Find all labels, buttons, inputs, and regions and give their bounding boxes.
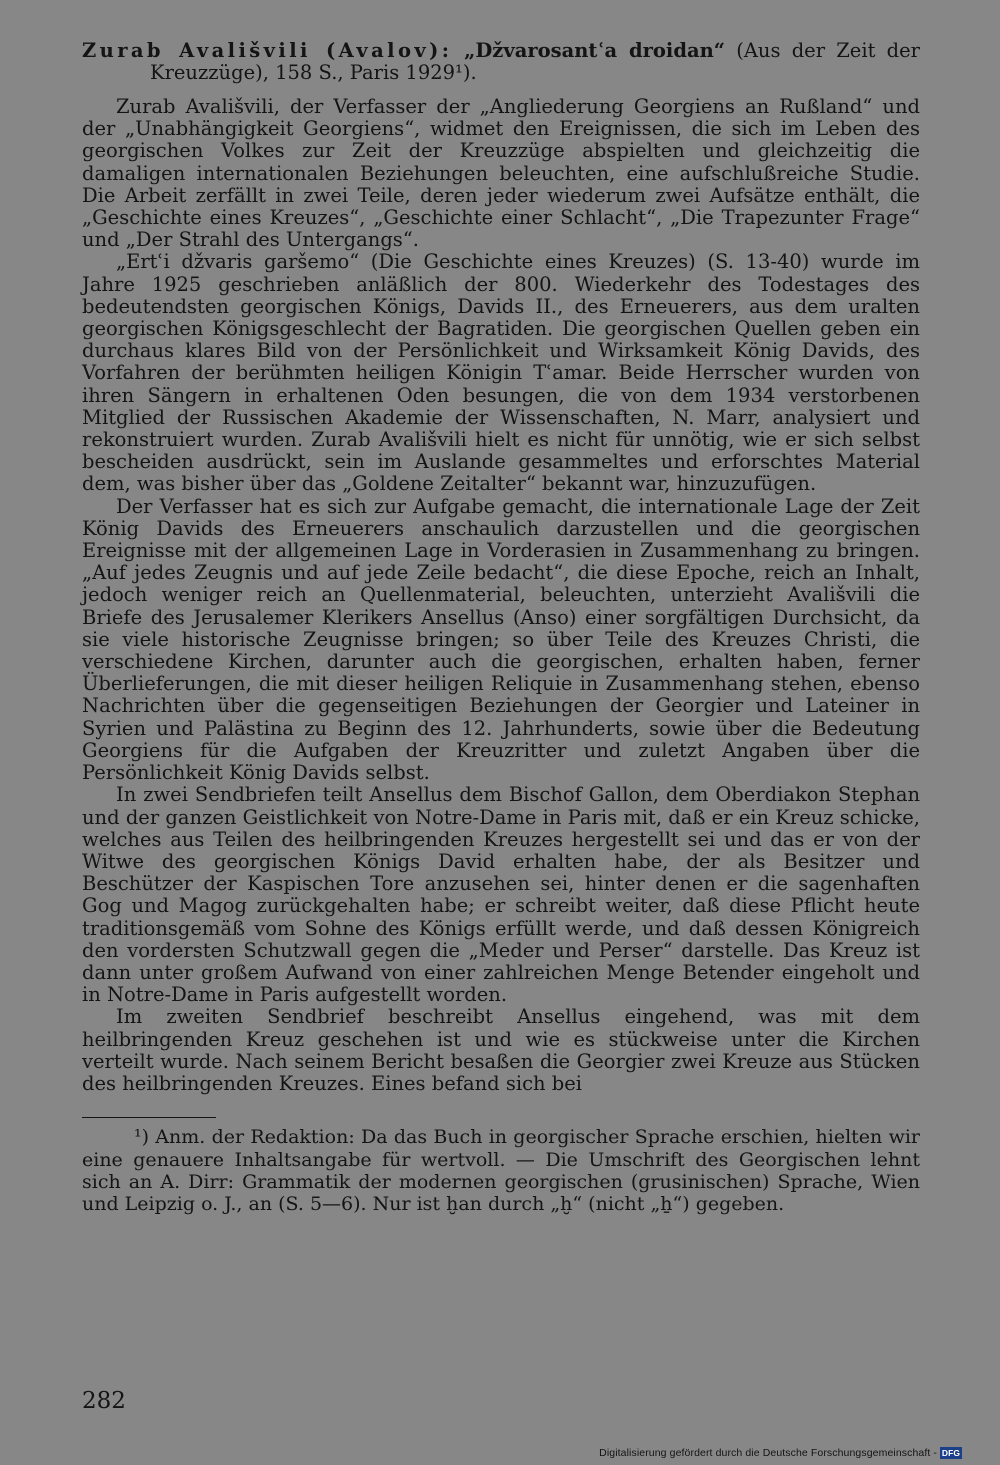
svg-text:DFG: DFG (941, 1448, 961, 1459)
review-heading (82, 40, 920, 84)
paragraph: „Ertʿi džvaris garšemo“ (Die Geschichte eines Kreuzes) (S. 13-40) wurde im Jahre 1925 geschrieben anläßlich der 800. Wiederkehr des Todestages des bedeutendsten georgischen Königs, Davids II., des Erneuerers, aus dem uralten georgischen Königsgeschlecht der Bagratiden. Die georgischen Quellen geben ein durchaus klares Bild von der Persönlichkeit und Wirksamkeit König Davids, des Vorfahren der berühmten heiligen Königin Tʿamar. Beide Herrscher wurden von ihren Sängern in erhaltenen Oden besungen, die von dem 1934 verstorbenen Mitglied der Russischen Akademie der Wissenschaften, N. Marr, analysiert und rekonstruiert wurden. Zurab Avališvili hielt es nicht für unnötig, wie er sich selbst bescheiden ausdrückt, sein im Auslande gesammeltes und erforschtes Material dem, was bisher über das „Goldene Zeitalter“ bekannt war, hinzuzufügen. (82, 250, 920, 496)
review-body (82, 96, 920, 1095)
paragraph: Der Verfasser hat es sich zur Aufgabe gemacht, die internationale Lage der Zeit König Davids des Erneuerers anschaulich darzustellen und die georgischen Ereignisse mit der allgemeinen Lage in Vorderasien in Zusammenhang zu bringen. „Auf jedes Zeugnis und auf jede Zeile bedacht“, die diese Epoche, reich an Inhalt, jedoch weniger reich an Quellenmaterial, beleuchten, unterzieht Avališvili die Briefe des Jerusalemer Klerikers Ansellus (Anso) einer sorgfältigen Durchsicht, da sie viele historische Zeugnisse bringen; so über Teile des Kreuzes Christi, die verschiedene Kirchen, darunter auch die georgischen, erhalten haben, ferner Überlieferungen, die mit dieser heiligen Reliquie in Zusammenhang stehen, ebenso Nachrichten über die gegenseitigen Beziehungen der Georgier und Lateiner in Syrien und Palästina zu Beginn des 12. Jahrhunderts, sowie über die Bedeutung Georgiens für die Aufgaben der Kreuzritter und zuletzt Angaben über die Persönlichkeit König Davids selbst. (82, 494, 920, 785)
credit-text: Digitalisierung gefördert durch die Deutsche Forschungsgemeinschaft - (599, 1447, 937, 1459)
book-author: Zurab Avališvili (Avalov): (82, 39, 453, 62)
document-page (82, 40, 920, 1216)
footnote-rule (82, 1117, 216, 1118)
paragraph: Im zweiten Sendbrief beschreibt Ansellus eingehend, was mit dem heilbringenden Kreuz geschehen ist und wie es stückweise unter die Kirchen verteilt wurde. Nach seinem Bericht besaßen die Georgier zwei Kreuze aus Stücken des heilbringenden Kreuzes. Eines befand sich bei (82, 1005, 920, 1095)
paragraph: In zwei Sendbriefen teilt Ansellus dem Bischof Gallon, dem Oberdiakon Stephan und der ganzen Geistlichkeit von Notre-Dame in Paris mit, daß er ein Kreuz schicke, welches aus Teilen des heilbringenden Kreuzes hergestellt sei und das er von der Witwe des georgischen Königs David erhalten habe, der als Besitzer und Beschützer der Kaspischen Tore anzusehen sei, hinter denen er die sagenhaften Gog und Magog zurückgehalten habe; er schreibt weiter, daß diese Pflicht heute traditionsgemäß vom Sohne des Königs erfüllt werde, und daß dessen Königreich den vordersten Schutzwall gegen die „Meder und Perser“ darstelle. Das Kreuz ist dann unter großem Aufwand von einer zahlreichen Menge Betender eingeholt und in Notre-Dame in Paris aufgestellt worden. (82, 783, 920, 1007)
book-title: „Džvarosantʿa droidan“ (452, 39, 725, 62)
footnote: ¹) Anm. der Redaktion: Da das Buch in georgischer Sprache erschien, hielten wir eine genauere Inhaltsangabe für wertvoll. — Die Umschrift des Georgischen lehnt sich an A. Dirr: Grammatik der modernen georgischen (grusinischen) Sprache, Wien und Leipzig o. J., an (S. 5—6). Nur ist ḫan durch „ḫ“ (nicht „ẖ“) gegeben. (82, 1126, 920, 1216)
page-number: 282 (82, 1388, 126, 1414)
digitization-credit (599, 1447, 962, 1459)
book-details: (Aus der Zeit der Kreuzzüge), 158 S., Paris 1929¹). (150, 39, 920, 84)
paragraph: Zurab Avališvili, der Verfasser der „Angliederung Georgiens an Rußland“ und der „Unabhängigkeit Georgiens“, widmet den Ereignissen, die sich im Leben des georgischen Volkes zur Zeit der Kreuzzüge abspielten und gleichzeitig die damaligen internationalen Beziehungen beleuchten, eine aufschlußreiche Studie. Die Arbeit zerfällt in zwei Teile, deren jeder wiederum zwei Aufsätze enthält, die „Geschichte eines Kreuzes“, „Geschichte einer Schlacht“, „Die Trapezunter Frage“ und „Der Strahl des Untergangs“. (82, 95, 920, 252)
dfg-logo-icon (940, 1447, 962, 1459)
